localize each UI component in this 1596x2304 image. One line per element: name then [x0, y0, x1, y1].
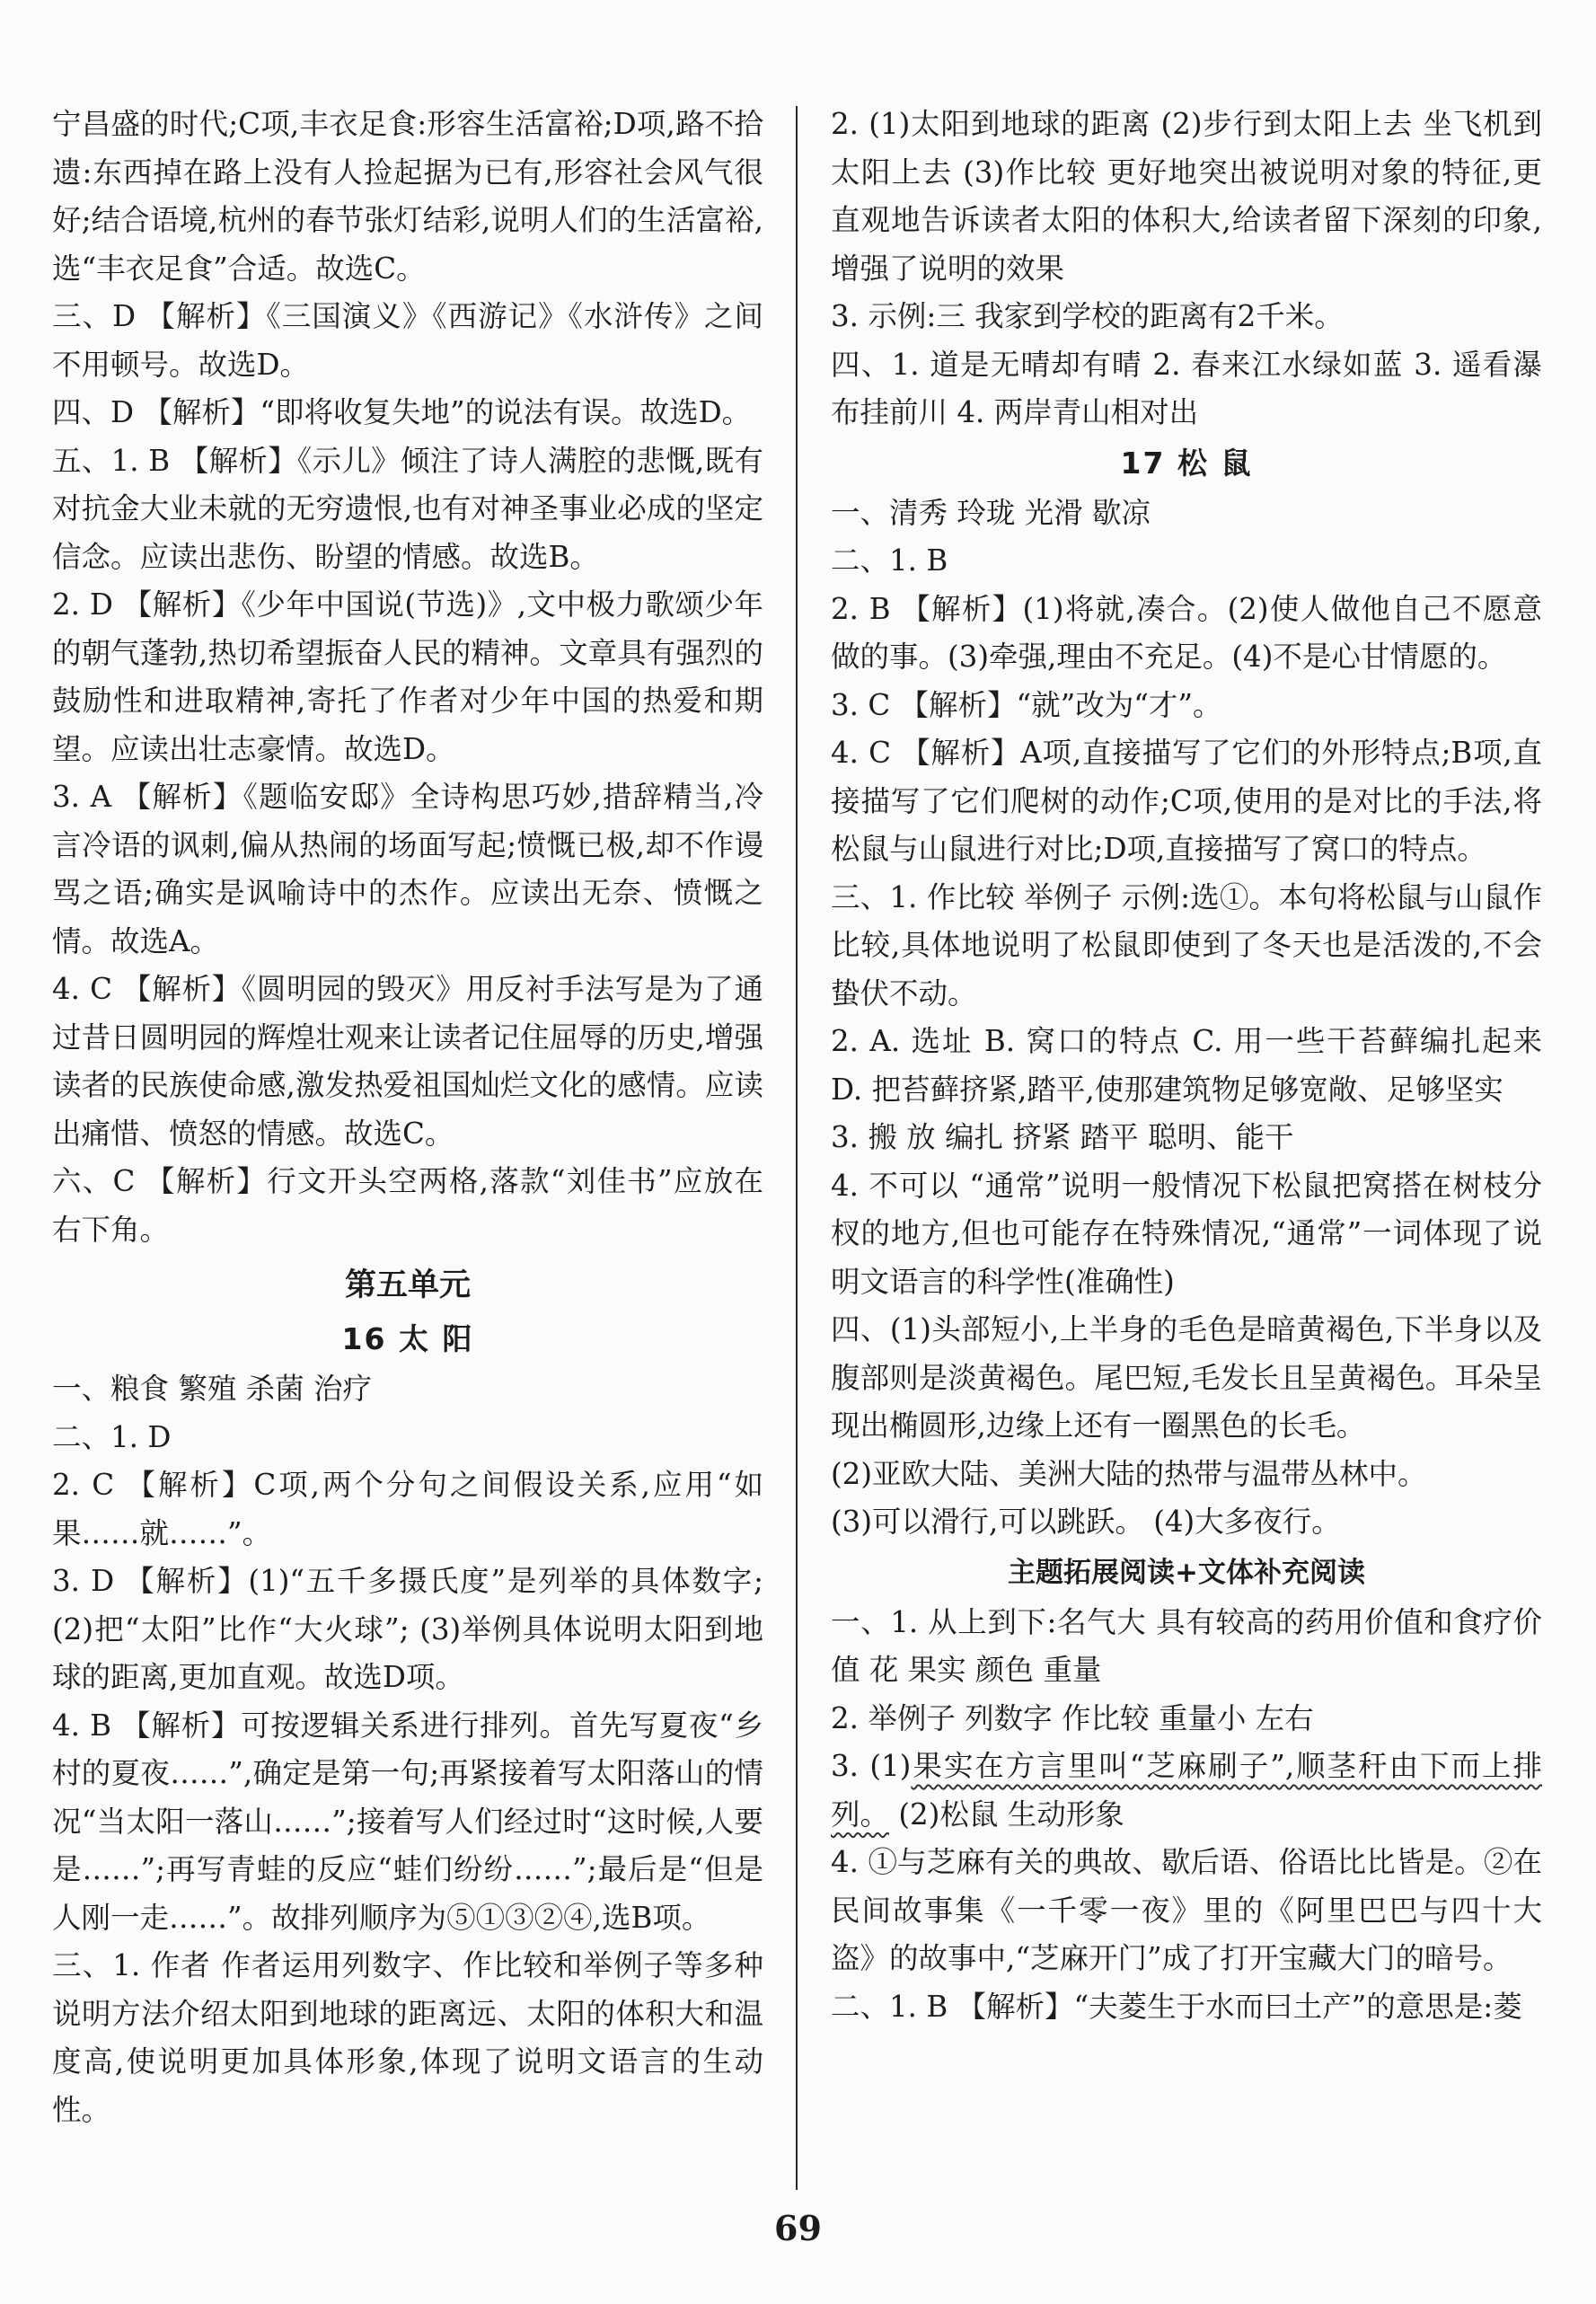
answer-paragraph: 三、1. 作者 作者运用列数字、作比较和举例子等多种说明方法介绍太阳到地球的距离远、太阳的体积大和温度高,使说明更加具体形象,体现了说明文语言的生动性。 [52, 1948, 763, 2127]
answer-paragraph: 4. 不可以 “通常”说明一般情况下松鼠把窝搭在树枝分杈的地方,但也可能存在特殊情况,“通常”一词体现了说明文语言的科学性(准确性) [831, 1168, 1542, 1299]
unit-title: 第五单元 [344, 1267, 471, 1303]
answer-paragraph: 一、清秀 玲珑 光滑 歇凉 [831, 495, 1151, 530]
answer-paragraph: 3. D 【解析】(1)“五千多摄氏度”是列举的具体数字;(2)把“太阳”比作“大火球”; (3)举例具体说明太阳到地球的距离,更加直观。故选D项。 [52, 1564, 763, 1694]
answer-paragraph: (3)可以滑行,可以跳跃。 (4)大多夜行。 [831, 1505, 1341, 1539]
answer-paragraph: 4. ①与芝麻有关的典故、歇后语、俗语比比皆是。②在民间故事集《一千零一夜》里的《阿里巴巴与四十大盗》的故事中,“芝麻开门”成了打开宝藏大门的暗号。 [831, 1845, 1542, 1975]
page-number: 69 [774, 2208, 822, 2248]
answer-paragraph: 2. (1)太阳到地球的距离 (2)步行到太阳上去 坐飞机到太阳上去 (3)作比较 更好地突出被说明对象的特征,更直观地告诉读者太阳的体积大,给读者留下深刻的印象,增强了说明的效果 [831, 107, 1542, 286]
answer-paragraph: 2. B 【解析】(1)将就,凑合。(2)使人做他自己不愿意做的事。(3)牵强,理由不充足。(4)不是心甘情愿的。 [831, 591, 1542, 674]
answer-paragraph: 五、1. B 【解析】《示儿》倾注了诗人满腔的悲慨,既有对抗金大业未就的无穷遗恨,也有对神圣事业必成的坚定信念。应读出悲伤、盼望的情感。故选B。 [52, 443, 763, 574]
answer-paragraph: 三、1. 作比较 举例子 示例:选①。本句将松鼠与山鼠作比较,具体地说明了松鼠即使到了冬天也是活泼的,不会蛰伏不动。 [831, 879, 1542, 1011]
answer-paragraph: 3. 示例:三 我家到学校的距离有2千米。 [831, 299, 1344, 333]
column-divider [796, 106, 798, 2190]
answer-paragraph: 二、1. B [831, 543, 948, 578]
answer-paragraph: 3. A 【解析】《题临安邸》全诗构思巧妙,措辞精当,冷言冷语的讽刺,偏从热闹的场面写起;愤慨已极,却不作谩骂之语;确实是讽喻诗中的杰作。应读出无奈、愤慨之情。故选A。 [52, 780, 763, 958]
answer-paragraph [831, 1743, 1542, 1839]
answer-paragraph: 3. 搬 放 编扎 挤紧 踏平 聪明、能干 [831, 1120, 1294, 1154]
answer-paragraph: 二、1. B 【解析】“夫菱生于水而曰土产”的意思是:菱 [831, 1989, 1522, 2024]
answer-paragraph: 四、D 【解析】“即将收复失地”的说法有误。故选D。 [52, 395, 752, 429]
right-column [831, 101, 1542, 2031]
section-title: 主题拓展阅读+文体补充阅读 [1008, 1556, 1365, 1589]
answer-paragraph: 六、C 【解析】行文开头空两格,落款“刘佳书”应放在右下角。 [52, 1164, 763, 1247]
answer-paragraph: 一、1. 从上到下:名气大 具有较高的药用价值和食疗价值 花 果实 颜色 重量 [831, 1604, 1542, 1687]
answer-paragraph: 4. C 【解析】A项,直接描写了它们的外形特点;B项,直接描写了它们爬树的动作;C项,使用的是对比的手法,将松鼠与山鼠进行对比;D项,直接描写了窝口的特点。 [831, 736, 1542, 866]
answer-paragraph: 四、(1)头部短小,上半身的毛色是暗黄褐色,下半身以及腹部则是淡黄褐色。尾巴短,毛发长且呈黄褐色。耳朵呈现出椭圆形,边缘上还有一圈黑色的长毛。 [831, 1312, 1542, 1443]
answer-paragraph: 三、D 【解析】《三国演义》《西游记》《水浒传》之间不用顿号。故选D。 [52, 299, 763, 382]
answer-paragraph: (2)亚欧大陆、美洲大陆的热带与温带丛林中。 [831, 1456, 1427, 1491]
answer-paragraph: 一、粮食 繁殖 杀菌 治疗 [52, 1372, 372, 1406]
lesson-title: 17 松 鼠 [1120, 445, 1253, 481]
answer-paragraph: 2. C 【解析】C项,两个分句之间假设关系,应用“如果……就……”。 [52, 1468, 763, 1550]
answer-text: (2)松鼠 生动形象 [889, 1796, 1124, 1832]
lesson-title: 16 太 阳 [341, 1321, 474, 1356]
left-column [52, 101, 763, 2134]
answer-paragraph: 3. C 【解析】“就”改为“才”。 [831, 687, 1222, 722]
answer-paragraph: 4. B 【解析】可按逻辑关系进行排列。首先写夏夜“乡村的夏夜……”,确定是第一句;再紧接着写太阳落山的情况“当太阳一落山……”;接着写人们经过时“这时候,人要是……”;再写青蛙的反应“蛙们纷纷……”;最后是“但是人刚一走……”。故排列顺序为⑤①③②④,选B项。 [52, 1708, 763, 1935]
answer-paragraph: 二、1. D [52, 1419, 172, 1454]
answer-paragraph: 2. 举例子 列数字 作比较 重量小 左右 [831, 1700, 1314, 1735]
answer-paragraph: 四、1. 道是无晴却有晴 2. 春来江水绿如蓝 3. 遥看瀑布挂前川 4. 两岸青山相对出 [831, 347, 1542, 429]
answer-paragraph: 宁昌盛的时代;C项,丰衣足食:形容生活富裕;D项,路不拾遗:东西掉在路上没有人捡起据为已有,形容社会风气很好;结合语境,杭州的春节张灯结彩,说明人们的生活富裕,选“丰衣足食”合适。故选C。 [52, 107, 763, 286]
answer-number: 3. (1) [831, 1749, 912, 1783]
answer-paragraph: 2. A. 选址 B. 窝口的特点 C. 用一些干苔藓编扎起来 D. 把苔藓挤紧,踏平,使那建筑物足够宽敞、足够坚实 [831, 1024, 1542, 1107]
answer-paragraph: 2. D 【解析】《少年中国说(节选)》,文中极力歌颂少年的朝气蓬勃,热切希望振奋人民的精神。文章具有强烈的鼓励性和进取精神,寄托了作者对少年中国的热爱和期望。应读出壮志豪情。故选D。 [52, 587, 763, 766]
answer-paragraph: 4. C 【解析】《圆明园的毁灭》用反衬手法写是为了通过昔日圆明园的辉煌壮观来让读者记住屈辱的历史,增强读者的民族使命感,激发热爱祖国灿烂文化的感情。应读出痛惜、愤怒的情感。故选C。 [52, 972, 763, 1151]
wavy-underlined-text: 果实在方言里叫“芝麻刷子”,顺茎秆由下而上排列。 [831, 1749, 1542, 1832]
